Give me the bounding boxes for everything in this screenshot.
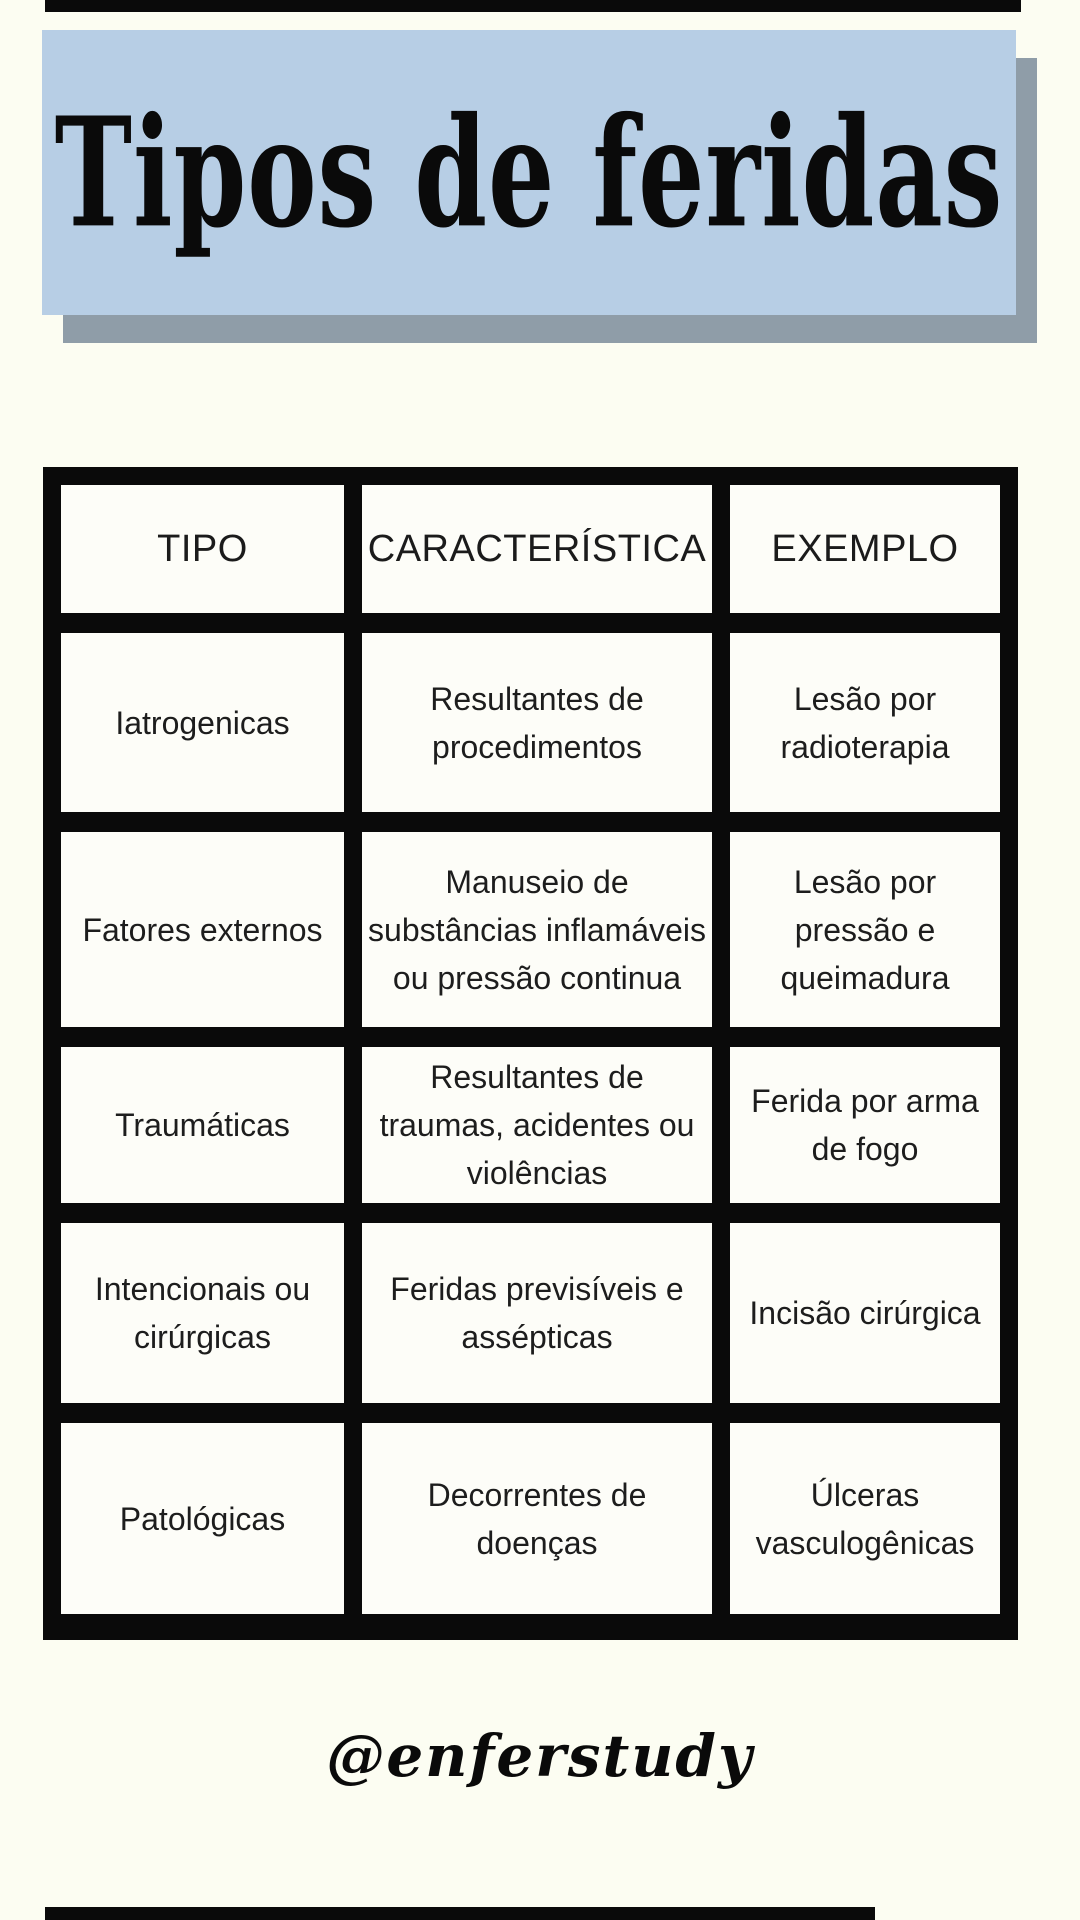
- column-header-caracteristica: CARACTERÍSTICA: [362, 485, 712, 613]
- table-cell-caracteristica-row1: Resultantes de procedimentos: [362, 633, 712, 812]
- table-cell-tipo-row4: Intencionais ou cirúrgicas: [61, 1223, 344, 1403]
- table-cell-tipo-row1: Iatrogenicas: [61, 633, 344, 812]
- table-cell-tipo-row3: Traumáticas: [61, 1047, 344, 1203]
- table-cell-caracteristica-row4: Feridas previsíveis e assépticas: [362, 1223, 712, 1403]
- table-cell-exemplo-row3: Ferida por arma de fogo: [730, 1047, 1000, 1203]
- table-cell-caracteristica-row3: Resultantes de traumas, acidentes ou violências: [362, 1047, 712, 1203]
- column-header-exemplo: EXEMPLO: [730, 485, 1000, 613]
- table-cell-exemplo-row4: Incisão cirúrgica: [730, 1223, 1000, 1403]
- top-accent-bar: [45, 0, 1021, 12]
- table-cell-exemplo-row2: Lesão por pressão e queimadura: [730, 832, 1000, 1027]
- table-cell-exemplo-row5: Úlceras vasculogênicas: [730, 1423, 1000, 1614]
- table-cell-exemplo-row1: Lesão por radioterapia: [730, 633, 1000, 812]
- instagram-handle: @enferstudy: [326, 1722, 754, 1790]
- bottom-accent-bar: [45, 1907, 875, 1920]
- table-cell-caracteristica-row2: Manuseio de substâncias inflamáveis ou pressão continua: [362, 832, 712, 1027]
- table-cell-tipo-row5: Patológicas: [61, 1423, 344, 1614]
- table-cell-tipo-row2: Fatores externos: [61, 832, 344, 1027]
- column-header-tipo: TIPO: [61, 485, 344, 613]
- page-title: Tipos de feridas: [54, 83, 1004, 262]
- title-box: [42, 30, 1016, 315]
- wound-types-table: [43, 467, 1018, 1640]
- table-cell-caracteristica-row5: Decorrentes de doenças: [362, 1423, 712, 1614]
